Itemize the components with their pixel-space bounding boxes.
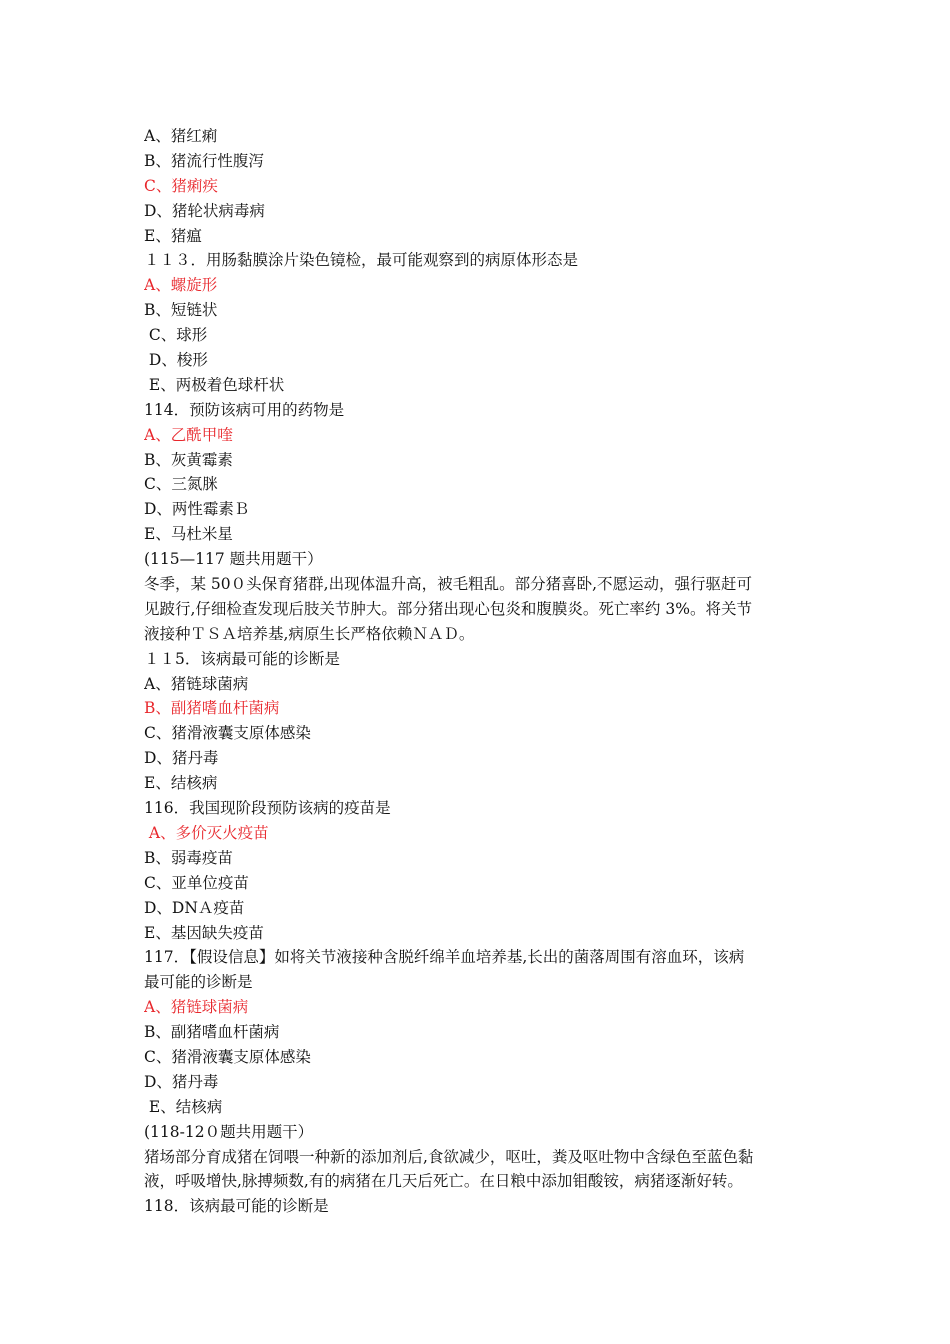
text-line: E、两极着色球杆状: [144, 375, 285, 394]
text-line: D、猪轮状病毒病: [144, 201, 265, 220]
text-line: C、三氮脒: [144, 475, 218, 494]
text-line: C、亚单位疫苗: [144, 873, 249, 892]
text-line: B、猪流行性腹泻: [144, 151, 264, 170]
text-line: E、结核病: [144, 1097, 223, 1116]
text-line: 液接种ＴＳＡ培养基,病原生长严格依赖ＮＡＤ。: [144, 624, 475, 643]
text-line: 猪场部分育成猪在饲喂一种新的添加剂后,食欲减少，呕吐，粪及呕吐物中含绿色至蓝色黏: [144, 1147, 754, 1166]
text-line: 冬季，某 50０头保育猪群,出现体温升高，被毛粗乱。部分猪喜卧,不愿运动，强行驱赶可: [144, 575, 753, 594]
text-line: 114．预防该病可用的药物是: [144, 400, 345, 419]
answer-option-line: A、多价灭火疫苗: [144, 823, 269, 842]
text-line: 116．我国现阶段预防该病的疫苗是: [144, 799, 391, 818]
document-page: [144, 124, 814, 1219]
text-line: E、猪瘟: [144, 226, 202, 245]
text-line: B、副猪嗜血杆菌病: [144, 1023, 280, 1042]
text-line: (115—117 题共用题干）: [144, 550, 323, 569]
answer-option-line: A、乙酰甲喹: [144, 425, 233, 444]
answer-option-line: B、副猪嗜血杆菌病: [144, 699, 280, 718]
text-line: E、结核病: [144, 774, 218, 793]
text-line: E、马杜米星: [144, 525, 233, 544]
text-line: B、灰黄霉素: [144, 450, 233, 469]
text-line: B、弱毒疫苗: [144, 848, 233, 867]
text-line: A、猪链球菌病: [144, 674, 249, 693]
text-line: C、猪滑液囊支原体感染: [144, 1047, 311, 1066]
text-line: D、猪丹毒: [144, 749, 219, 768]
text-line: 118．该病最可能的诊断是: [144, 1197, 329, 1216]
text-line: E、基因缺失疫苗: [144, 923, 264, 942]
text-line: D、两性霉素Ｂ: [144, 500, 250, 519]
text-line: C、猪滑液囊支原体感染: [144, 724, 311, 743]
text-line: D、梭形: [144, 351, 208, 370]
text-line: A、猪红痢: [144, 127, 218, 145]
text-line: 117．【假设信息】如将关节液接种含脱纤绵羊血培养基,长出的菌落周围有溶血环，该病: [144, 948, 745, 967]
text-line: C、球形: [144, 326, 208, 345]
text-line: D、猪丹毒: [144, 1072, 219, 1091]
text-line: D、DNＡ疫苗: [144, 898, 245, 917]
answer-option-line: A、猪链球菌病: [144, 998, 249, 1017]
text-line: 最可能的诊断是: [144, 973, 253, 992]
text-line: 见跛行,仔细检查发现后肢关节肿大。部分猪出现心包炎和腹膜炎。死亡率约 3%。将关节: [144, 599, 752, 618]
text-line: B、短链状: [144, 301, 218, 320]
text-line: 液，呼吸增快,脉搏频数,有的病猪在几天后死亡。在日粮中添加钼酸铵，病猪逐渐好转。: [144, 1172, 743, 1191]
answer-option-line: A、螺旋形: [144, 276, 218, 295]
text-line: (118-12０题共用题干）: [144, 1122, 314, 1141]
text-line: １１5．该病最可能的诊断是: [144, 649, 340, 668]
text-line: １１３．用肠黏膜涂片染色镜检，最可能观察到的病原体形态是: [144, 251, 579, 270]
answer-option-line: C、猪痢疾: [144, 176, 218, 195]
